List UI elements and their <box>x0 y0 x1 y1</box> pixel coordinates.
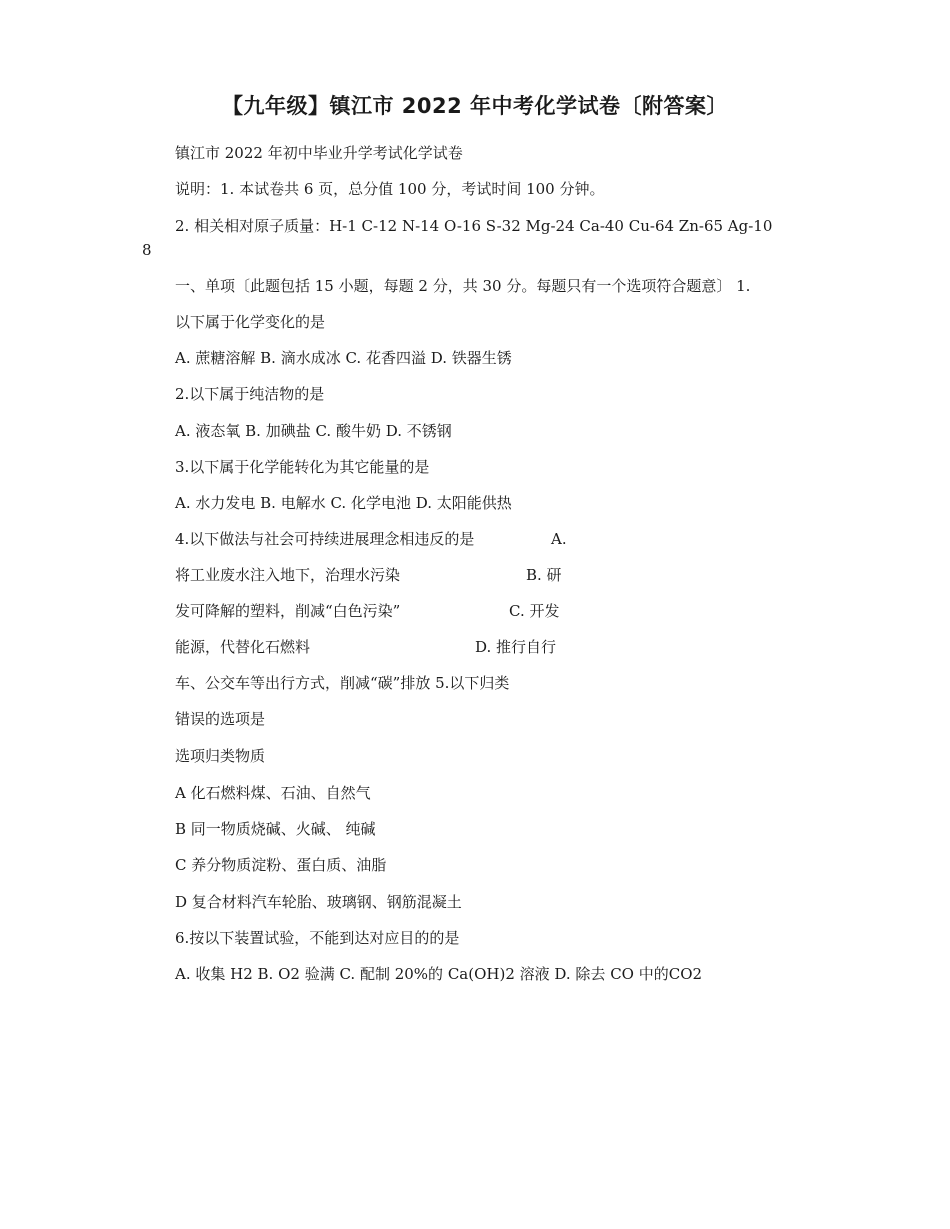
question-5-row-d: D 复合材料汽车轮胎、玻璃钢、钢筋混凝土 <box>175 893 462 911</box>
question-3-stem: 3.以下属于化学能转化为其它能量的是 <box>175 458 430 476</box>
question-4-line-2: 将工业废水注入地下，治理水污染 <box>175 566 401 584</box>
question-4-line-5: 车、公交车等出行方式，削减“碳”排放 5.以下归类 <box>175 674 510 692</box>
question-4-line-4: 能源，代替化石燃料 <box>175 638 311 656</box>
question-3-options: A. 水力发电 B. 电解水 C. 化学电池 D. 太阳能供热 <box>175 494 512 512</box>
instructions-line-2-wrap: 8 <box>142 241 152 259</box>
question-5-row-b: B 同一物质烧碱、火碱、 纯碱 <box>175 820 376 838</box>
question-4-option-c-label: C. 开发 <box>509 602 560 620</box>
question-2-stem: 2.以下属于纯洁物的是 <box>175 385 325 403</box>
question-4-option-a-label: A. <box>551 530 567 548</box>
question-2-options: A. 液态氧 B. 加碘盐 C. 酸牛奶 D. 不锈钢 <box>175 422 452 440</box>
question-1-stem: 以下属于化学变化的是 <box>175 313 326 331</box>
question-4-line-3: 发可降解的塑料，削减“白色污染” <box>175 602 401 620</box>
instructions-line-1: 说明：1. 本试卷共 6 页，总分值 100 分，考试时间 100 分钟。 <box>175 180 605 198</box>
question-6-stem: 6.按以下装置试验，不能到达对应目的的是 <box>175 929 460 947</box>
document-title: 【九年级】镇江市 2022 年中考化学试卷〔附答案〕 <box>221 94 729 118</box>
question-4-option-d-label: D. 推行自行 <box>475 638 557 656</box>
exam-subtitle: 镇江市 2022 年初中毕业升学考试化学试卷 <box>175 144 463 162</box>
question-6-options: A. 收集 H2 B. O2 验满 C. 配制 20%的 Ca(OH)2 溶液 D. 除去 CO 中的CO2 <box>175 965 703 983</box>
section-heading: 一、单项〔此题包括 15 小题，每题 2 分，共 30 分。每题只有一个选项符合题意〕 1. <box>175 277 751 295</box>
question-4-option-b-label: B. 研 <box>526 566 562 584</box>
question-5-row-c: C 养分物质淀粉、蛋白质、油脂 <box>175 856 387 874</box>
question-5-table-header: 选项归类物质 <box>175 747 266 765</box>
question-5-stem: 错误的选项是 <box>175 710 266 728</box>
question-1-options: A. 蔗糖溶解 B. 滴水成冰 C. 花香四溢 D. 铁器生锈 <box>175 349 512 367</box>
instructions-line-2: 2. 相关相对原子质量：H-1 C-12 N-14 O-16 S-32 Mg-24 Ca-40 Cu-64 Zn-65 Ag-10 <box>175 217 773 235</box>
question-5-row-a: A 化石燃料煤、石油、自然气 <box>175 784 371 802</box>
question-4-line-1: 4.以下做法与社会可持续进展理念相违反的是 <box>175 530 475 548</box>
